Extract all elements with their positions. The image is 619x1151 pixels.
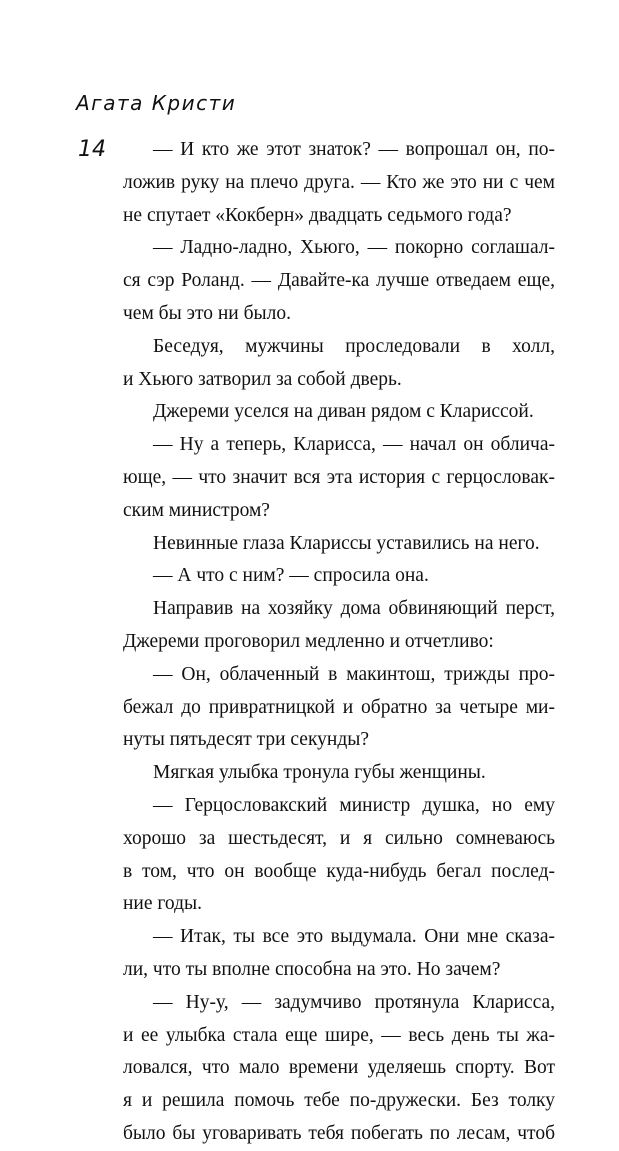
- text-line: — Ладно-ладно, Хьюго, — покорно соглашал-: [153, 237, 555, 259]
- text-line: — Итак, ты все это выдумала. Они мне сказа-: [153, 926, 555, 948]
- text-line: — Герцословакский министр душка, но ему: [153, 794, 555, 816]
- text-line: хорошо за шестьдесят, и я сильно сомневаюсь: [123, 827, 555, 849]
- text-line: ся сэр Роланд. — Давайте-ка лучше отведаем еще,: [123, 270, 555, 292]
- text-line: не спутает «Кокберн» двадцать седьмого года?: [123, 204, 512, 226]
- text-line: Беседуя, мужчины проследовали в холл,: [153, 335, 555, 357]
- text-line: ние годы.: [123, 893, 202, 915]
- text-line: было бы уговаривать тебя побегать по лесам, чтоб: [123, 1122, 555, 1144]
- text-line: Джереми уселся на диван рядом с Клариссой.: [153, 401, 534, 423]
- text-line: ложив руку на плечо друга. — Кто же это ни с чем: [123, 171, 555, 193]
- text-line: Мягкая улыбка тронула губы женщины.: [153, 762, 486, 784]
- text-line: Джереми проговорил медленно и отчетливо:: [123, 630, 494, 652]
- text-line: бежал до привратницкой и обратно за четыре ми-: [123, 696, 555, 718]
- text-line: — Ну-у, — задумчиво протянула Кларисса,: [153, 991, 555, 1013]
- text-line: нуты пятьдесят три секунды?: [123, 729, 370, 751]
- text-line: — А что с ним? — спросила она.: [153, 565, 429, 587]
- text-line: в том, что он вообще куда-нибудь бегал послед-: [123, 860, 555, 882]
- text-line: Невинные глаза Клариссы уставились на него.: [153, 532, 540, 554]
- text-line: и ее улыбка стала еще шире, — весь день ты жа-: [123, 1024, 555, 1046]
- text-line: ловался, что мало времени уделяешь спорту. Вот: [123, 1057, 555, 1079]
- text-line: я и решила помочь тебе по-дружески. Без толку: [123, 1090, 555, 1112]
- text-line: — Ну а теперь, Кларисса, — начал он облича-: [153, 434, 555, 456]
- text-line: ским министром?: [123, 499, 270, 521]
- text-line: — Он, облаченный в макинтош, трижды про-: [153, 663, 555, 685]
- text-line: чем бы это ни было.: [123, 302, 291, 324]
- text-line: и Хьюго затворил за собой дверь.: [123, 368, 402, 390]
- text-line: ли, что ты вполне способна на это. Но зачем?: [123, 958, 501, 980]
- running-title: Агата Кристи: [76, 91, 237, 115]
- text-line: — И кто же этот знаток? — вопрошал он, по-: [153, 139, 555, 160]
- text-line: юще, — что значит вся эта история с герцословак-: [123, 466, 555, 488]
- text-line: Направив на хозяйку дома обвиняющий перст,: [153, 598, 555, 620]
- body-text: [123, 134, 555, 1151]
- page-number: 14: [78, 137, 106, 162]
